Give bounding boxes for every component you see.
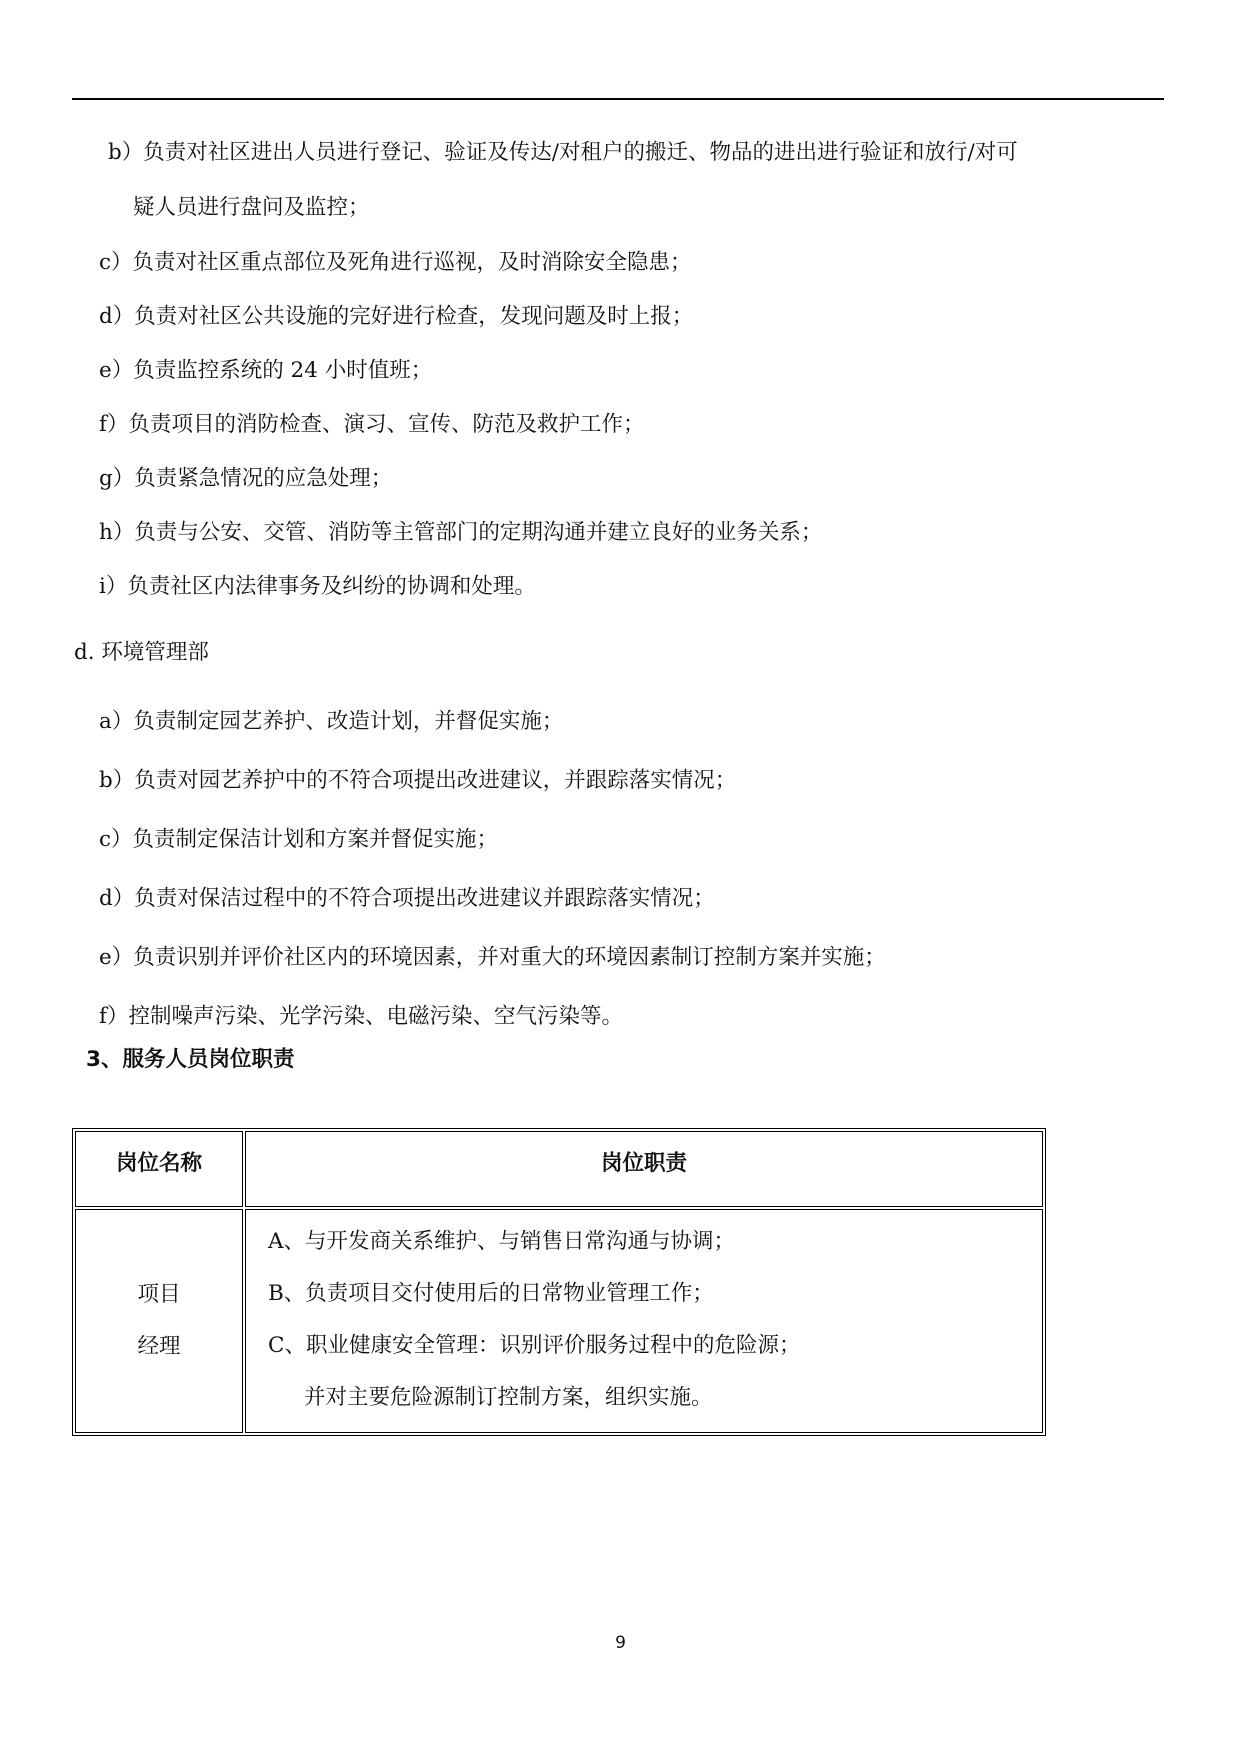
table-row	[75, 1209, 1043, 1433]
security-item-e: e）负责监控系统的 24 小时值班；	[99, 358, 433, 383]
security-item-b: b）负责对社区进出人员进行登记、验证及传达/对租户的搬迁、物品的进出进行验证和放行/对可	[108, 140, 1018, 165]
security-item-h: h）负责与公安、交管、消防等主管部门的定期沟通并建立良好的业务关系；	[99, 520, 823, 545]
duty-line-c: C、职业健康安全管理：识别评价服务过程中的危险源；	[268, 1333, 801, 1358]
role-line-1: 项目	[137, 1282, 181, 1307]
security-item-b-cont: 疑人员进行盘问及监控；	[133, 195, 370, 220]
security-item-d: d）负责对社区公共设施的完好进行检查，发现问题及时上报；	[99, 304, 694, 329]
env-item-e: e）负责识别并评价社区内的环境因素，并对重大的环境因素制订控制方案并实施；	[99, 945, 886, 970]
section-title: 3、服务人员岗位职责	[86, 1047, 295, 1072]
env-item-c: c）负责制定保洁计划和方案并督促实施；	[99, 827, 499, 852]
env-item-f: f）控制噪声污染、光学污染、电磁污染、空气污染等。	[99, 1004, 623, 1029]
security-item-c: c）负责对社区重点部位及死角进行巡视，及时消除安全隐患；	[99, 250, 692, 275]
env-item-d: d）负责对保洁过程中的不符合项提出改进建议并跟踪落实情况；	[99, 886, 715, 911]
role-line-2: 经理	[137, 1334, 181, 1359]
env-item-b: b）负责对园艺养护中的不符合项提出改进建议，并跟踪落实情况；	[99, 768, 737, 793]
table-header-row	[75, 1131, 1043, 1207]
role-cell	[75, 1209, 243, 1433]
security-item-i: i）负责社区内法律事务及纠纷的协调和处理。	[99, 574, 536, 599]
header-cell-duty	[245, 1131, 1043, 1207]
env-heading: d. 环境管理部	[74, 640, 209, 665]
page-number: 9	[615, 1633, 626, 1653]
header-rule	[72, 98, 1164, 100]
duty-line-c-cont: 并对主要危险源制订控制方案，组织实施。	[304, 1385, 713, 1410]
header-name: 岗位名称	[115, 1151, 202, 1176]
header-cell-name	[75, 1131, 243, 1207]
duty-line-a: A、与开发商关系维护、与销售日常沟通与协调；	[268, 1229, 736, 1254]
header-duty: 岗位职责	[600, 1151, 687, 1176]
duty-line-b: B、负责项目交付使用后的日常物业管理工作；	[268, 1281, 714, 1306]
env-item-a: a）负责制定园艺养护、改造计划，并督促实施；	[99, 709, 564, 734]
security-item-g: g）负责紧急情况的应急处理；	[99, 466, 393, 491]
duty-cell	[245, 1209, 1043, 1433]
security-item-f: f）负责项目的消防检查、演习、宣传、防范及救护工作；	[99, 412, 645, 437]
duty-table	[72, 1128, 1046, 1436]
